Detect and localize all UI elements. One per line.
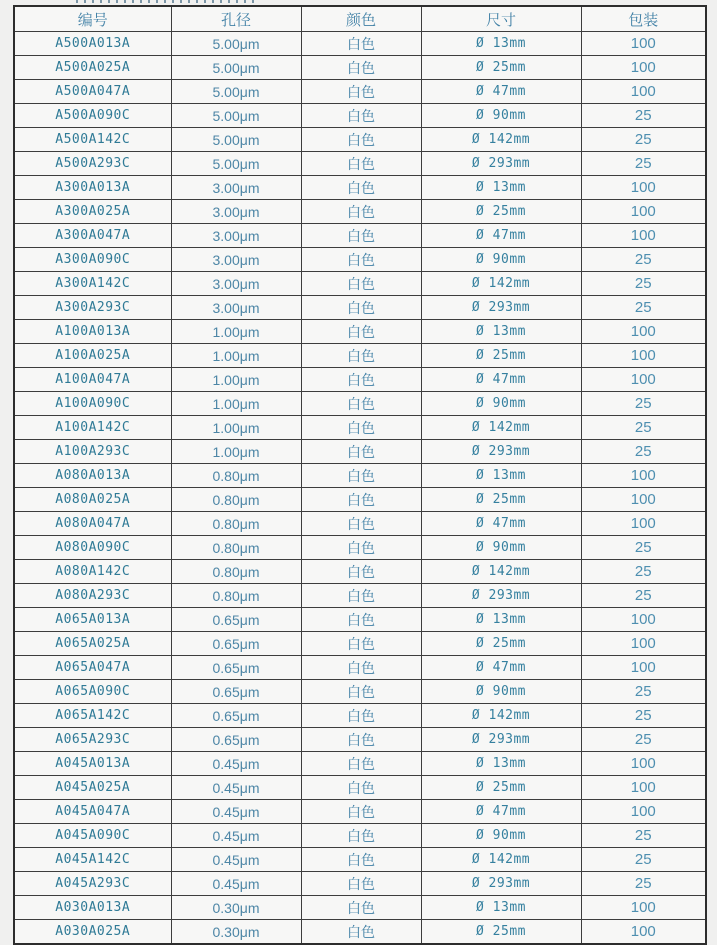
table-row xyxy=(14,392,706,416)
header-code: 编号 xyxy=(14,6,171,32)
cell-pack: 100 xyxy=(581,56,706,80)
cell-size: Ø 13mm xyxy=(421,320,581,344)
cell-size: Ø 90mm xyxy=(421,248,581,272)
cell-code: A500A047A xyxy=(14,80,171,104)
cell-pack: 100 xyxy=(581,608,706,632)
cell-pack: 100 xyxy=(581,752,706,776)
table-row xyxy=(14,248,706,272)
cell-pack: 25 xyxy=(581,248,706,272)
cell-pack: 25 xyxy=(581,680,706,704)
cell-pack: 100 xyxy=(581,224,706,248)
table-row xyxy=(14,752,706,776)
cell-pore-size: 5.00μm xyxy=(171,80,301,104)
cell-size: Ø 90mm xyxy=(421,680,581,704)
cell-code: A030A025A xyxy=(14,920,171,945)
cell-color: 白色 xyxy=(301,752,421,776)
cell-pore-size: 1.00μm xyxy=(171,416,301,440)
cell-color: 白色 xyxy=(301,368,421,392)
cell-size: Ø 47mm xyxy=(421,512,581,536)
cell-size: Ø 142mm xyxy=(421,848,581,872)
cell-pore-size: 0.30μm xyxy=(171,920,301,945)
cell-pack: 25 xyxy=(581,584,706,608)
cell-code: A500A293C xyxy=(14,152,171,176)
cell-pore-size: 3.00μm xyxy=(171,296,301,320)
cell-pore-size: 1.00μm xyxy=(171,320,301,344)
cell-color: 白色 xyxy=(301,272,421,296)
table-row xyxy=(14,872,706,896)
cell-pore-size: 0.65μm xyxy=(171,704,301,728)
table-row xyxy=(14,560,706,584)
cell-color: 白色 xyxy=(301,632,421,656)
table-row xyxy=(14,896,706,920)
cell-pack: 25 xyxy=(581,848,706,872)
cell-color: 白色 xyxy=(301,776,421,800)
cell-size: Ø 13mm xyxy=(421,176,581,200)
cell-pack: 25 xyxy=(581,536,706,560)
cell-code: A100A090C xyxy=(14,392,171,416)
cell-code: A300A047A xyxy=(14,224,171,248)
cell-pack: 25 xyxy=(581,704,706,728)
table-row xyxy=(14,440,706,464)
cell-pack: 25 xyxy=(581,104,706,128)
cell-code: A065A090C xyxy=(14,680,171,704)
cell-size: Ø 13mm xyxy=(421,752,581,776)
cell-size: Ø 25mm xyxy=(421,920,581,945)
cell-color: 白色 xyxy=(301,344,421,368)
table-row xyxy=(14,536,706,560)
cell-pore-size: 1.00μm xyxy=(171,368,301,392)
cell-pore-size: 0.65μm xyxy=(171,656,301,680)
cell-size: Ø 13mm xyxy=(421,464,581,488)
cell-code: A065A142C xyxy=(14,704,171,728)
cell-code: A045A013A xyxy=(14,752,171,776)
cell-pore-size: 0.45μm xyxy=(171,752,301,776)
cell-pack: 100 xyxy=(581,344,706,368)
cell-color: 白色 xyxy=(301,392,421,416)
cell-color: 白色 xyxy=(301,728,421,752)
cell-code: A080A025A xyxy=(14,488,171,512)
cell-code: A065A013A xyxy=(14,608,171,632)
cell-code: A080A090C xyxy=(14,536,171,560)
header-color: 颜色 xyxy=(301,6,421,32)
table-row xyxy=(14,584,706,608)
cell-size: Ø 293mm xyxy=(421,872,581,896)
cell-pore-size: 3.00μm xyxy=(171,248,301,272)
cell-code: A500A025A xyxy=(14,56,171,80)
cell-pore-size: 1.00μm xyxy=(171,440,301,464)
table-row xyxy=(14,800,706,824)
table-row xyxy=(14,680,706,704)
cell-size: Ø 13mm xyxy=(421,608,581,632)
cell-code: A065A025A xyxy=(14,632,171,656)
cell-pore-size: 5.00μm xyxy=(171,56,301,80)
table-row xyxy=(14,488,706,512)
cell-pack: 25 xyxy=(581,728,706,752)
cell-pack: 25 xyxy=(581,872,706,896)
cell-color: 白色 xyxy=(301,176,421,200)
cell-code: A080A013A xyxy=(14,464,171,488)
cell-pore-size: 5.00μm xyxy=(171,32,301,56)
product-spec-table xyxy=(13,5,707,945)
cell-pack: 100 xyxy=(581,176,706,200)
table-row xyxy=(14,512,706,536)
cell-code: A045A047A xyxy=(14,800,171,824)
cell-code: A100A013A xyxy=(14,320,171,344)
table-row xyxy=(14,464,706,488)
header-size: 尺寸 xyxy=(421,6,581,32)
cell-size: Ø 25mm xyxy=(421,488,581,512)
cell-color: 白色 xyxy=(301,488,421,512)
cell-size: Ø 90mm xyxy=(421,824,581,848)
cell-size: Ø 25mm xyxy=(421,56,581,80)
cell-color: 白色 xyxy=(301,80,421,104)
cell-code: A080A047A xyxy=(14,512,171,536)
cell-size: Ø 142mm xyxy=(421,704,581,728)
cell-color: 白色 xyxy=(301,296,421,320)
clipped-text-remnant xyxy=(76,0,258,3)
cell-color: 白色 xyxy=(301,464,421,488)
cell-color: 白色 xyxy=(301,584,421,608)
table-row xyxy=(14,416,706,440)
cell-size: Ø 47mm xyxy=(421,224,581,248)
table-row xyxy=(14,848,706,872)
cell-pack: 100 xyxy=(581,488,706,512)
table-row xyxy=(14,320,706,344)
cell-size: Ø 90mm xyxy=(421,104,581,128)
table-row xyxy=(14,200,706,224)
cell-color: 白色 xyxy=(301,704,421,728)
cell-pack: 100 xyxy=(581,920,706,945)
table-row xyxy=(14,344,706,368)
header-pack: 包装 xyxy=(581,6,706,32)
cell-color: 白色 xyxy=(301,128,421,152)
cell-pore-size: 0.65μm xyxy=(171,632,301,656)
cell-pack: 25 xyxy=(581,392,706,416)
cell-color: 白色 xyxy=(301,800,421,824)
cell-code: A500A013A xyxy=(14,32,171,56)
cell-code: A065A293C xyxy=(14,728,171,752)
cell-size: Ø 25mm xyxy=(421,344,581,368)
cell-color: 白色 xyxy=(301,416,421,440)
cell-code: A030A013A xyxy=(14,896,171,920)
cell-pore-size: 0.80μm xyxy=(171,560,301,584)
cell-color: 白色 xyxy=(301,920,421,945)
table-row xyxy=(14,656,706,680)
cell-pore-size: 5.00μm xyxy=(171,128,301,152)
cell-pack: 100 xyxy=(581,320,706,344)
table-row xyxy=(14,128,706,152)
cell-pore-size: 5.00μm xyxy=(171,152,301,176)
cell-pack: 100 xyxy=(581,800,706,824)
cell-code: A300A293C xyxy=(14,296,171,320)
cell-pack: 25 xyxy=(581,440,706,464)
cell-pack: 100 xyxy=(581,632,706,656)
cell-pore-size: 0.30μm xyxy=(171,896,301,920)
cell-pack: 100 xyxy=(581,896,706,920)
cell-pore-size: 0.45μm xyxy=(171,776,301,800)
cell-size: Ø 13mm xyxy=(421,32,581,56)
cell-pore-size: 0.45μm xyxy=(171,872,301,896)
cell-code: A045A142C xyxy=(14,848,171,872)
cell-code: A500A090C xyxy=(14,104,171,128)
cell-pore-size: 3.00μm xyxy=(171,224,301,248)
cell-code: A300A142C xyxy=(14,272,171,296)
table-row xyxy=(14,704,706,728)
cell-code: A100A025A xyxy=(14,344,171,368)
cell-pore-size: 0.80μm xyxy=(171,488,301,512)
cell-pore-size: 0.80μm xyxy=(171,512,301,536)
cell-color: 白色 xyxy=(301,656,421,680)
cell-color: 白色 xyxy=(301,608,421,632)
cell-size: Ø 142mm xyxy=(421,272,581,296)
cell-code: A045A293C xyxy=(14,872,171,896)
cell-size: Ø 293mm xyxy=(421,152,581,176)
cell-size: Ø 293mm xyxy=(421,440,581,464)
cell-size: Ø 293mm xyxy=(421,296,581,320)
table-header-row xyxy=(14,6,706,32)
cell-pack: 25 xyxy=(581,824,706,848)
cell-size: Ø 142mm xyxy=(421,560,581,584)
cell-color: 白色 xyxy=(301,248,421,272)
cell-code: A100A142C xyxy=(14,416,171,440)
cell-pack: 25 xyxy=(581,272,706,296)
cell-pore-size: 3.00μm xyxy=(171,272,301,296)
cell-pore-size: 0.65μm xyxy=(171,728,301,752)
cell-code: A100A047A xyxy=(14,368,171,392)
cell-code: A500A142C xyxy=(14,128,171,152)
cell-pore-size: 0.80μm xyxy=(171,536,301,560)
cell-size: Ø 47mm xyxy=(421,656,581,680)
cell-color: 白色 xyxy=(301,560,421,584)
table-row xyxy=(14,824,706,848)
cell-color: 白色 xyxy=(301,440,421,464)
table-row xyxy=(14,776,706,800)
table-row xyxy=(14,608,706,632)
table-row xyxy=(14,728,706,752)
cell-code: A080A293C xyxy=(14,584,171,608)
cell-size: Ø 47mm xyxy=(421,368,581,392)
cell-size: Ø 142mm xyxy=(421,416,581,440)
cell-pack: 100 xyxy=(581,32,706,56)
cell-code: A080A142C xyxy=(14,560,171,584)
cell-pore-size: 0.65μm xyxy=(171,680,301,704)
cell-pack: 100 xyxy=(581,80,706,104)
cell-code: A045A090C xyxy=(14,824,171,848)
cell-size: Ø 293mm xyxy=(421,728,581,752)
cell-size: Ø 142mm xyxy=(421,128,581,152)
cell-pore-size: 3.00μm xyxy=(171,176,301,200)
cell-pore-size: 0.45μm xyxy=(171,800,301,824)
table-row xyxy=(14,368,706,392)
table-body xyxy=(14,32,706,945)
cell-pack: 100 xyxy=(581,776,706,800)
cell-pack: 100 xyxy=(581,464,706,488)
cell-pore-size: 0.80μm xyxy=(171,584,301,608)
cell-pore-size: 3.00μm xyxy=(171,200,301,224)
cell-color: 白色 xyxy=(301,848,421,872)
cell-size: Ø 47mm xyxy=(421,800,581,824)
cell-color: 白色 xyxy=(301,536,421,560)
table-row xyxy=(14,32,706,56)
cell-pore-size: 0.80μm xyxy=(171,464,301,488)
cell-pack: 25 xyxy=(581,128,706,152)
cell-pore-size: 1.00μm xyxy=(171,344,301,368)
table-row xyxy=(14,632,706,656)
cell-pore-size: 0.45μm xyxy=(171,824,301,848)
cell-pack: 25 xyxy=(581,560,706,584)
cell-color: 白色 xyxy=(301,32,421,56)
cell-color: 白色 xyxy=(301,872,421,896)
header-pore-size: 孔径 xyxy=(171,6,301,32)
table-row xyxy=(14,176,706,200)
cell-pore-size: 5.00μm xyxy=(171,104,301,128)
cell-pack: 25 xyxy=(581,296,706,320)
cell-color: 白色 xyxy=(301,896,421,920)
table-row xyxy=(14,272,706,296)
cell-pack: 25 xyxy=(581,152,706,176)
table-row xyxy=(14,80,706,104)
cell-pack: 25 xyxy=(581,416,706,440)
cell-color: 白色 xyxy=(301,152,421,176)
cell-code: A300A090C xyxy=(14,248,171,272)
table-row xyxy=(14,104,706,128)
cell-code: A300A025A xyxy=(14,200,171,224)
cell-size: Ø 25mm xyxy=(421,632,581,656)
table-row xyxy=(14,296,706,320)
cell-size: Ø 25mm xyxy=(421,776,581,800)
cell-color: 白色 xyxy=(301,320,421,344)
cell-size: Ø 90mm xyxy=(421,536,581,560)
cell-pack: 100 xyxy=(581,200,706,224)
cell-pack: 100 xyxy=(581,656,706,680)
cell-size: Ø 13mm xyxy=(421,896,581,920)
cell-code: A100A293C xyxy=(14,440,171,464)
cell-color: 白色 xyxy=(301,104,421,128)
table-row xyxy=(14,152,706,176)
cell-size: Ø 293mm xyxy=(421,584,581,608)
cell-pack: 100 xyxy=(581,512,706,536)
cell-size: Ø 47mm xyxy=(421,80,581,104)
cell-code: A065A047A xyxy=(14,656,171,680)
cell-pore-size: 0.45μm xyxy=(171,848,301,872)
cell-pore-size: 1.00μm xyxy=(171,392,301,416)
cell-color: 白色 xyxy=(301,224,421,248)
table-row xyxy=(14,920,706,945)
cell-color: 白色 xyxy=(301,56,421,80)
cell-color: 白色 xyxy=(301,512,421,536)
cell-code: A300A013A xyxy=(14,176,171,200)
cell-color: 白色 xyxy=(301,824,421,848)
cell-size: Ø 90mm xyxy=(421,392,581,416)
cell-size: Ø 25mm xyxy=(421,200,581,224)
cell-color: 白色 xyxy=(301,680,421,704)
cell-code: A045A025A xyxy=(14,776,171,800)
cell-pore-size: 0.65μm xyxy=(171,608,301,632)
cell-pack: 100 xyxy=(581,368,706,392)
table-row xyxy=(14,56,706,80)
cell-color: 白色 xyxy=(301,200,421,224)
table-row xyxy=(14,224,706,248)
